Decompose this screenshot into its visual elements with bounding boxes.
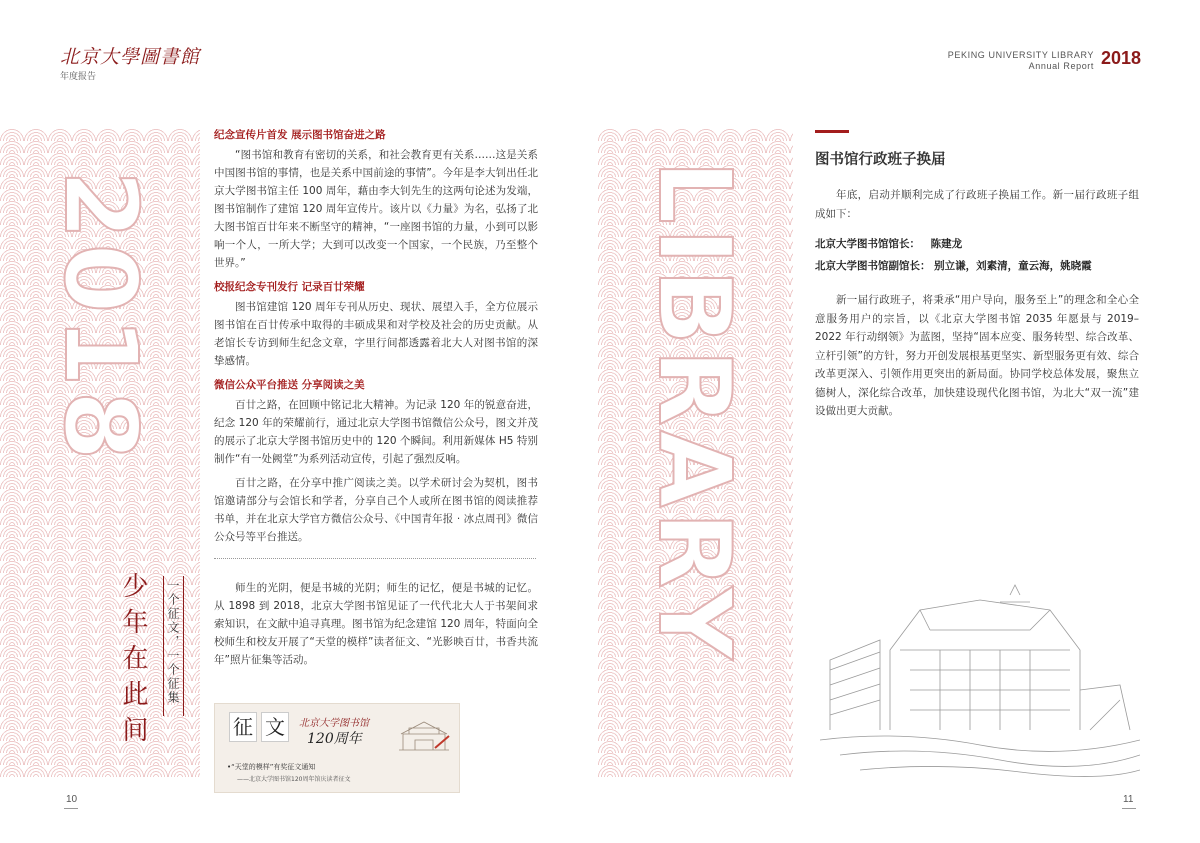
right-section-title: 图书馆行政班子换届	[815, 151, 946, 168]
banner-line-2: ——北京大学图书馆120周年馆庆读者征文	[237, 776, 351, 783]
library-logo: 北京大學圖書館	[60, 46, 201, 68]
paragraph: 图书馆建馆 120 周年专刊从历史、现状、展望入手，全方位展示图书馆在百廿传承中取得的丰硕成果和对学校及社会的历史贡献。从老馆长专访到师生纪念文章，字里行间都透露着北大人对图书馆的深挚感情。	[214, 301, 538, 367]
left-column	[214, 126, 538, 675]
logo-subtitle: 年度报告	[60, 72, 97, 82]
deputy-label: 北京大学图书馆副馆长：	[815, 260, 931, 272]
section-vertical-title: 少年在此间	[118, 572, 148, 752]
director-name: 陈建龙	[930, 238, 963, 250]
dotted-divider	[214, 558, 536, 559]
paragraph: “图书馆和教育有密切的关系，和社会教育更有关系……这是关系中国图书馆的事情，也是关系中国前途的事情”。今年是李大钊出任北京大学图书馆主任 100 周年，藉由李大钊先生的这两句论述为发端，图书馆制作了建馆 120 周年宣传片。该片以《力量》为名，弘扬了北大图书馆百廿年来不断坚守的精神，“一座图书馆的力量，小到可以影响一个人，一所大学；大到可以改变一个国家，一个民族，乃至整个世界。”	[214, 149, 538, 269]
banner-line-1: •“天堂的模样”有奖征文通知	[227, 763, 316, 771]
page-number-right: 11	[1123, 794, 1134, 805]
right-column	[815, 186, 1139, 427]
big-year-text: 2018	[42, 170, 159, 465]
header-year: 2018	[1101, 48, 1142, 68]
paragraph: 新一届行政班子，将秉承“用户导向，服务至上”的理念和全心全意服务用户的宗旨，以《北京大学图书馆 2035 年愿景与 2019–2022 年行动纲领》为蓝图，坚持“固本应变、服务转型、综合改革、立杆引领”的方针，努力开创发展根基更坚实、新型服务更有效、综合改革更深入、引领作用更突出的新局面。协同学校总体发展，聚焦立德树人，深化综合改革，加快建设现代化图书馆，为北大“双一流”建设做出更大贡献。	[815, 294, 1139, 417]
page-number-rule-right	[1122, 808, 1136, 809]
title-accent-bar	[815, 130, 849, 133]
gate-sketch-icon	[395, 714, 453, 754]
banner-char-2: 文	[261, 712, 289, 742]
paragraph: 百廿之路，在分享中推广阅读之美。以学术研讨会为契机，图书馆邀请部分与会馆长和学者，分享自己个人或所在图书馆的阅读推荐书单，并在北京大学官方微信公众号、《中国青年报 · 冰点周刊》微信公众号等平台推送。	[214, 477, 538, 543]
big-library-text: LIBRARY	[636, 160, 753, 664]
deputy-names: 别立谦，刘素清，童云海，姚晓霞	[934, 260, 1092, 272]
banner-char-1: 征	[229, 712, 257, 742]
banner-brand: 北京大学图书馆	[299, 718, 369, 729]
director-label: 北京大学图书馆馆长：	[815, 238, 920, 250]
heading-special-issue: 校报纪念专刊发行 记录百廿荣耀	[214, 281, 365, 293]
staff-list	[815, 233, 1139, 277]
director-row	[815, 233, 1139, 255]
paragraph: 百廿之路，在回顾中铭记北大精神。为记录 120 年的锐意奋进，纪念 120 年的荣耀前行，通过北京大学图书馆微信公众号，图文并茂的展示了北京大学图书馆历史中的 120 个瞬间。利用新媒体 H5 特别制作“有一处阙堂”为系列活动宣传，引起了强烈反响。	[214, 399, 538, 465]
heading-wechat: 微信公众平台推送 分享阅读之美	[214, 379, 365, 391]
banner-title: 120周年	[307, 731, 362, 747]
paragraph: 师生的光阴，便是书城的光阴；师生的记忆，便是书城的记忆。从 1898 到 2018，北京大学图书馆见证了一代代北大人于书架间求索知识，在文献中追寻真理。图书馆为纪念建馆 120 周年，特面向全校师生和校友开展了“天堂的模样”读者征文、“光影映百廿，书香共流年”照片征集等活动。	[214, 582, 538, 666]
page-number-rule-left	[64, 808, 78, 809]
page-number-left: 10	[66, 794, 78, 805]
header-english	[948, 50, 1094, 72]
header-line-1: PEKING UNIVERSITY LIBRARY	[947, 50, 1094, 60]
essay-contest-banner	[214, 703, 460, 793]
section-vertical-subtitle: 一个征文，一个征集	[163, 576, 184, 716]
header-line-2: Annual Report	[1028, 61, 1094, 71]
deputy-row	[815, 255, 1139, 277]
library-building-sketch	[820, 580, 1140, 780]
heading-promo-film: 纪念宣传片首发 展示图书馆奋进之路	[214, 129, 386, 141]
paragraph: 年底，启动并顺利完成了行政班子换届工作。新一届行政班子组成如下：	[815, 189, 1139, 220]
